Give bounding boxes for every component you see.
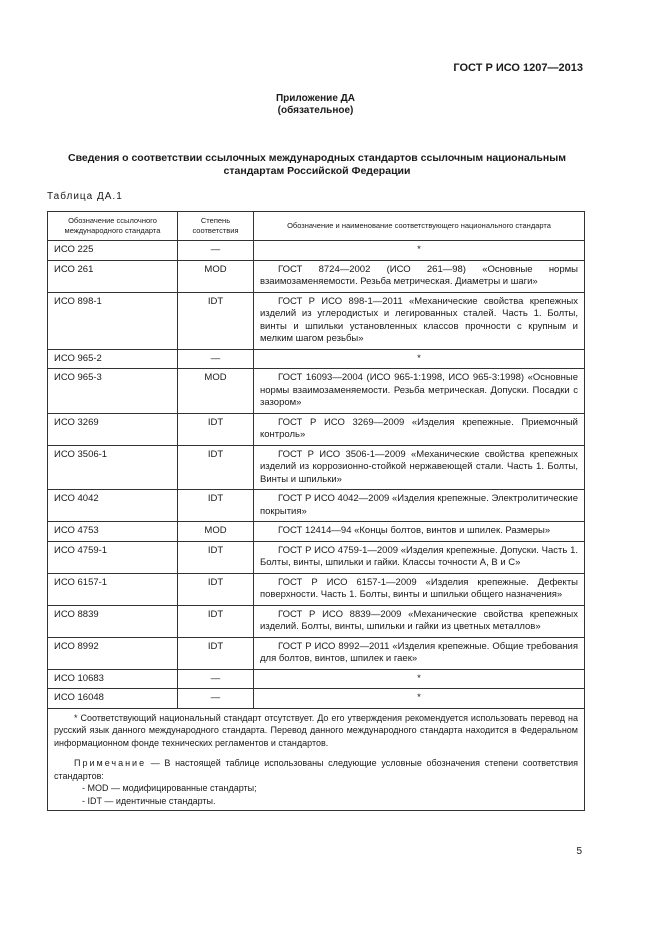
national-standard-cell: *	[254, 349, 585, 369]
degree-cell: MOD	[178, 260, 254, 292]
national-standard-cell: ГОСТ Р ИСО 3506-1—2009 «Механические свойства крепежных изделий из коррозионно-стойкой нержавеющей стали. Часть 1. Болты, Винты и шпильки»	[254, 445, 585, 490]
international-standard-cell: ИСО 261	[48, 260, 178, 292]
page-number: 5	[576, 846, 582, 857]
footnote-text: * Соответствующий национальный стандарт отсутствует. До его утверждения рекомендуется использовать перевод на русский язык данного международного стандарта. Перевод данного международного стандарта находится в Федеральном информационном фонде технических регламентов и стандартов.	[54, 712, 578, 748]
national-standard-cell: ГОСТ 12414—94 «Концы болтов, винтов и шпилек. Размеры»	[254, 522, 585, 542]
international-standard-cell: ИСО 3506-1	[48, 445, 178, 490]
degree-cell: IDT	[178, 605, 254, 637]
national-standard-cell: *	[254, 669, 585, 689]
national-standard-cell: ГОСТ Р ИСО 4042—2009 «Изделия крепежные. Электролитические покрытия»	[254, 490, 585, 522]
table-row	[48, 413, 585, 445]
legend-item-mod: - MOD — модифицированные стандарты;	[82, 783, 257, 793]
column-header-degree: Степень соответствия	[178, 212, 254, 241]
national-standard-cell: ГОСТ Р ИСО 8992—2011 «Изделия крепежные. Общие требования для болтов, винтов, шпилек и гаек»	[254, 637, 585, 669]
degree-cell: IDT	[178, 445, 254, 490]
international-standard-cell: ИСО 898-1	[48, 292, 178, 349]
national-standard-cell: ГОСТ Р ИСО 898-1—2011 «Механические свойства крепежных изделий из углеродистых и легированных сталей. Часть 1. Болты, винты и шпильки установленных классов прочности с крупным и мелким шагом резьбы»	[254, 292, 585, 349]
column-header-international: Обозначение ссылочного международного стандарта	[48, 212, 178, 241]
degree-cell: MOD	[178, 369, 254, 414]
table-caption: Таблица ДА.1	[47, 191, 123, 202]
table-row	[48, 605, 585, 637]
national-standard-cell: ГОСТ 16093—2004 (ИСО 965-1:1998, ИСО 965-3:1998) «Основные нормы взаимозаменяемости. Резьба метрическая. Допуски. Посадки с зазором»	[254, 369, 585, 414]
degree-cell: IDT	[178, 541, 254, 573]
section-heading: Сведения о соответствии ссылочных международных стандартов ссылочным национальным стандартам Российской Федерации	[68, 152, 566, 177]
degree-cell: —	[178, 349, 254, 369]
table-row	[48, 445, 585, 490]
degree-cell: —	[178, 689, 254, 709]
footnote-cell	[48, 708, 585, 811]
table-row	[48, 669, 585, 689]
international-standard-cell: ИСО 225	[48, 241, 178, 261]
note-paragraph	[54, 757, 578, 782]
table-row	[48, 689, 585, 709]
international-standard-cell: ИСО 965-3	[48, 369, 178, 414]
document-code: ГОСТ Р ИСО 1207—2013	[453, 62, 583, 74]
note-label: Примечание	[74, 758, 147, 768]
degree-cell: IDT	[178, 573, 254, 605]
national-standard-cell: ГОСТ Р ИСО 6157-1—2009 «Изделия крепежные. Дефекты поверхности. Часть 1. Болты, винты и шпильки общего назначения»	[254, 573, 585, 605]
correspondence-table	[47, 211, 585, 811]
table-row	[48, 260, 585, 292]
international-standard-cell: ИСО 10683	[48, 669, 178, 689]
national-standard-cell: ГОСТ Р ИСО 3269—2009 «Изделия крепежные. Приемочный контроль»	[254, 413, 585, 445]
table-row	[48, 369, 585, 414]
degree-cell: IDT	[178, 292, 254, 349]
national-standard-cell: ГОСТ 8724—2002 (ИСО 261—98) «Основные нормы взаимозаменяемости. Резьба метрическая. Диаметры и шаги»	[254, 260, 585, 292]
column-header-national: Обозначение и наименование соответствующего национального стандарта	[254, 212, 585, 241]
international-standard-cell: ИСО 965-2	[48, 349, 178, 369]
appendix-status: (обязательное)	[277, 105, 354, 116]
international-standard-cell: ИСО 8839	[48, 605, 178, 637]
appendix-title: Приложение ДА	[275, 93, 356, 104]
note-text: — В настоящей таблице использованы следующие условные обозначения степени соответствия стандартов:	[54, 758, 578, 781]
national-standard-cell: ГОСТ Р ИСО 8839—2009 «Механические свойства крепежных изделий. Болты, винты, шпильки и гайки из цветных металлов»	[254, 605, 585, 637]
international-standard-cell: ИСО 4759-1	[48, 541, 178, 573]
degree-cell: IDT	[178, 490, 254, 522]
degree-cell: MOD	[178, 522, 254, 542]
table-row	[48, 541, 585, 573]
table-row	[48, 241, 585, 261]
international-standard-cell: ИСО 4042	[48, 490, 178, 522]
international-standard-cell: ИСО 4753	[48, 522, 178, 542]
degree-cell: IDT	[178, 637, 254, 669]
international-standard-cell: ИСО 8992	[48, 637, 178, 669]
legend-item-idt: - IDT — идентичные стандарты.	[82, 795, 216, 806]
degree-cell: IDT	[178, 413, 254, 445]
table-row	[48, 522, 585, 542]
table-row	[48, 292, 585, 349]
national-standard-cell: *	[254, 689, 585, 709]
national-standard-cell: ГОСТ Р ИСО 4759-1—2009 «Изделия крепежные. Допуски. Часть 1. Болты, винты, шпильки и гайки. Классы точности А, В и С»	[254, 541, 585, 573]
degree-cell: —	[178, 241, 254, 261]
table-row	[48, 637, 585, 669]
table-row	[48, 490, 585, 522]
table-row	[48, 573, 585, 605]
degree-cell: —	[178, 669, 254, 689]
international-standard-cell: ИСО 3269	[48, 413, 178, 445]
footnote-row	[48, 708, 585, 811]
table-header-row	[48, 212, 585, 241]
international-standard-cell: ИСО 16048	[48, 689, 178, 709]
table-row	[48, 349, 585, 369]
international-standard-cell: ИСО 6157-1	[48, 573, 178, 605]
national-standard-cell: *	[254, 241, 585, 261]
appendix-header	[0, 93, 631, 117]
